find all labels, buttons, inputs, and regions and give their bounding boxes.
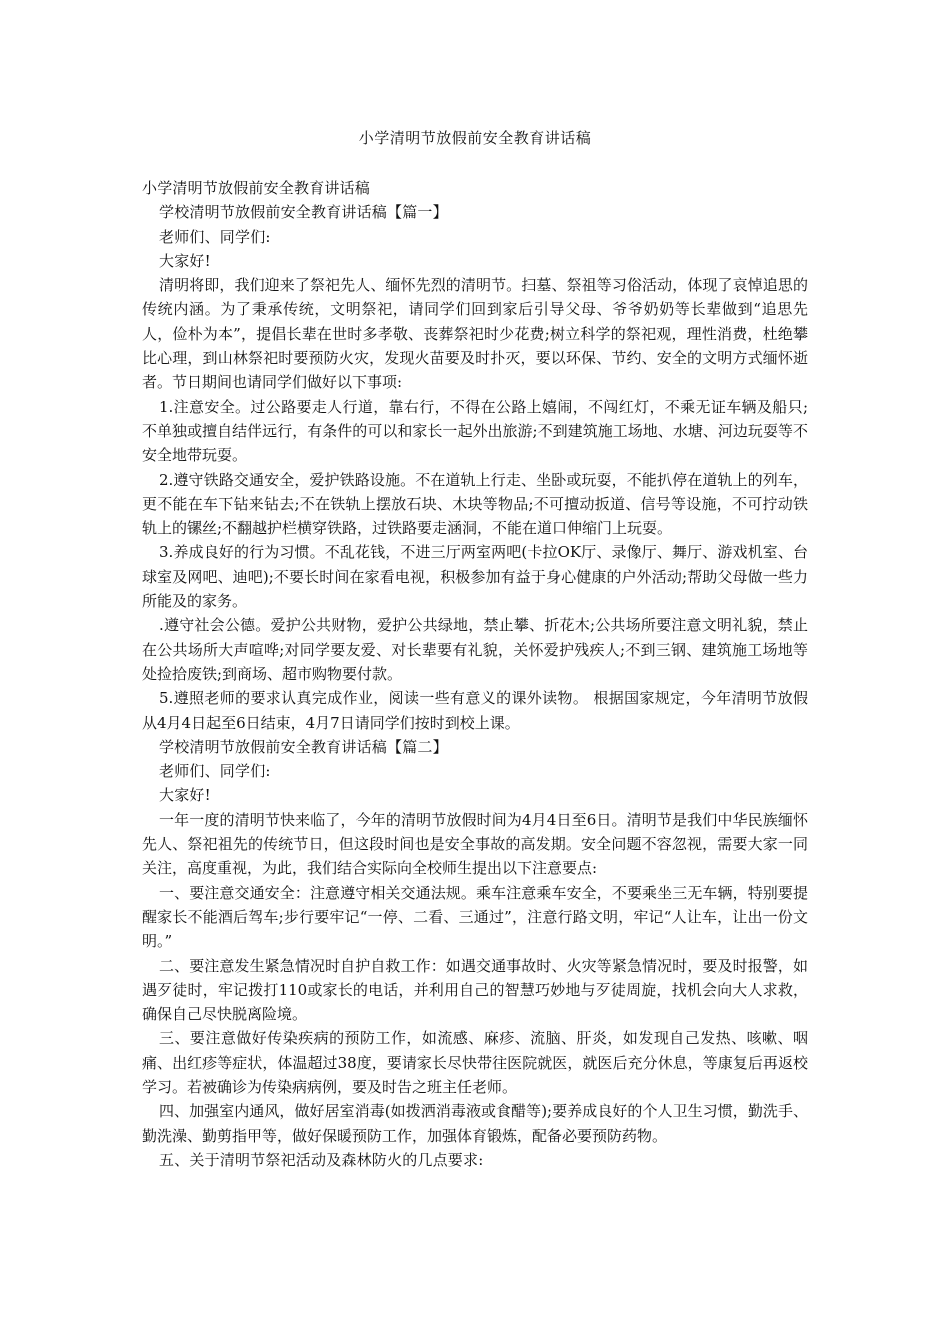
body-line: 老师们、同学们:: [159, 227, 271, 246]
body-paragraph: 2.遵守铁路交通安全，爱护铁路设施。不在道轨上行走、坐卧或玩耍，不能扒停在道轨上的列车，更不能在车下钻来钻去;不在铁轨上摆放石块、木块等物品;不可擅动扳道、信号等设施，不可拧动铁轨上的镙丝;不翻越护栏横穿铁路，过铁路要走涵洞，不能在道口伸缩门上玩耍。: [142, 470, 808, 538]
body-paragraph: 二、要注意发生紧急情况时自护自救工作：如遇交通事故时、火灾等紧急情况时，要及时报警，如遇歹徒时，牢记拨打110或家长的电话，并利用自己的智慧巧妙地与歹徒周旋，找机会向大人求救，确保自己尽快脱离险境。: [142, 956, 808, 1024]
body-line: 五、关于清明节祭祀活动及森林防火的几点要求:: [159, 1150, 484, 1169]
body-line: 小学清明节放假前安全教育讲话稿: [142, 179, 371, 197]
body-paragraph: 1.注意安全。过公路要走人行道，靠右行，不得在公路上嬉闹，不闯红灯，不乘无证车辆及船只;不单独或擅自结伴远行，有条件的可以和家长一起外出旅游;不到建筑施工场地、水塘、河边玩耍等不安全地带玩耍。: [142, 397, 808, 465]
document-body: [142, 176, 808, 1172]
body-paragraph: 三、要注意做好传染疾病的预防工作，如流感、麻疹、流脑、肝炎，如发现自己发热、咳嗽、咽痛、出红疹等症状，体温超过38度，要请家长尽快带往医院就医，就医后充分休息，等康复后再返校学习。若被确诊为传染病病例，要及时告之班主任老师。: [142, 1029, 808, 1096]
document-title: 小学清明节放假前安全教育讲话稿: [358, 129, 592, 147]
body-paragraph: 3.养成良好的行为习惯。不乱花钱，不进三厅两室两吧(卡拉OK厅、录像厅、舞厅、游戏机室、台球室及网吧、迪吧);不要长时间在家看电视，积极参加有益于身心健康的户外活动;帮助父母做一些力所能及的家务。: [142, 543, 808, 611]
body-paragraph: 一、要注意交通安全：注意遵守相关交通法规。乘车注意乘车安全，不要乘坐三无车辆，特别要提醒家长不能酒后驾车;步行要牢记“一停、二看、三通过”，注意行路文明，牢记“人让车，让出一份文明。”: [142, 883, 808, 951]
body-line: 大家好!: [159, 786, 211, 805]
body-paragraph: .遵守社会公德。爱护公共财物，爱护公共绿地，禁止攀、折花木;公共场所要注意文明礼貌，禁止在公共场所大声喧哗;对同学要友爱、对长辈要有礼貌，关怀爱护残疾人;不到三钢、建筑施工场地等处捡拾废铁;到商场、超市购物要付款。: [142, 616, 808, 683]
body-line: 大家好!: [159, 251, 211, 270]
body-paragraph: 清明将即，我们迎来了祭祀先人、缅怀先烈的清明节。扫墓、祭祖等习俗活动，体现了哀悼追思的传统内涵。为了秉承传统，文明祭祀，请同学们回到家后引导父母、爷爷奶奶等长辈做到“追思先人，俭朴为本”，提倡长辈在世时多孝敬、丧葬祭祀时少花费;树立科学的祭祀观，理性消费，杜绝攀比心理，到山林祭祀时要预防火灾，发现火苗要及时扑灭，要以环保、节约、安全的文明方式缅怀逝者。节日期间也请同学们做好以下事项:: [142, 276, 808, 392]
body-line: 老师们、同学们:: [159, 762, 271, 781]
body-paragraph: 四、加强室内通风，做好居室消毒(如拨洒消毒液或食醋等);要养成良好的个人卫生习惯，勤洗手、勤洗澡、勤剪指甲等，做好保暖预防工作，加强体育锻炼，配备必要预防药物。: [142, 1102, 808, 1145]
body-paragraph: 一年一度的清明节快来临了，今年的清明节放假时间为4月4日至6日。清明节是我们中华民族缅怀先人、祭祀祖先的传统节日，但这段时间也是安全事故的高发期。安全问题不容忽视，需要大家一同关注，高度重视，为此，我们结合实际向全校师生提出以下注意要点:: [142, 810, 808, 878]
body-line: 学校清明节放假前安全教育讲话稿【篇一】: [159, 203, 448, 222]
body-line: 学校清明节放假前安全教育讲话稿【篇二】: [159, 737, 448, 756]
body-paragraph: 5.遵照老师的要求认真完成作业，阅读一些有意义的课外读物。 根据国家规定，今年清明节放假从4月4日起至6日结束，4月7日请同学们按时到校上课。: [142, 689, 808, 732]
